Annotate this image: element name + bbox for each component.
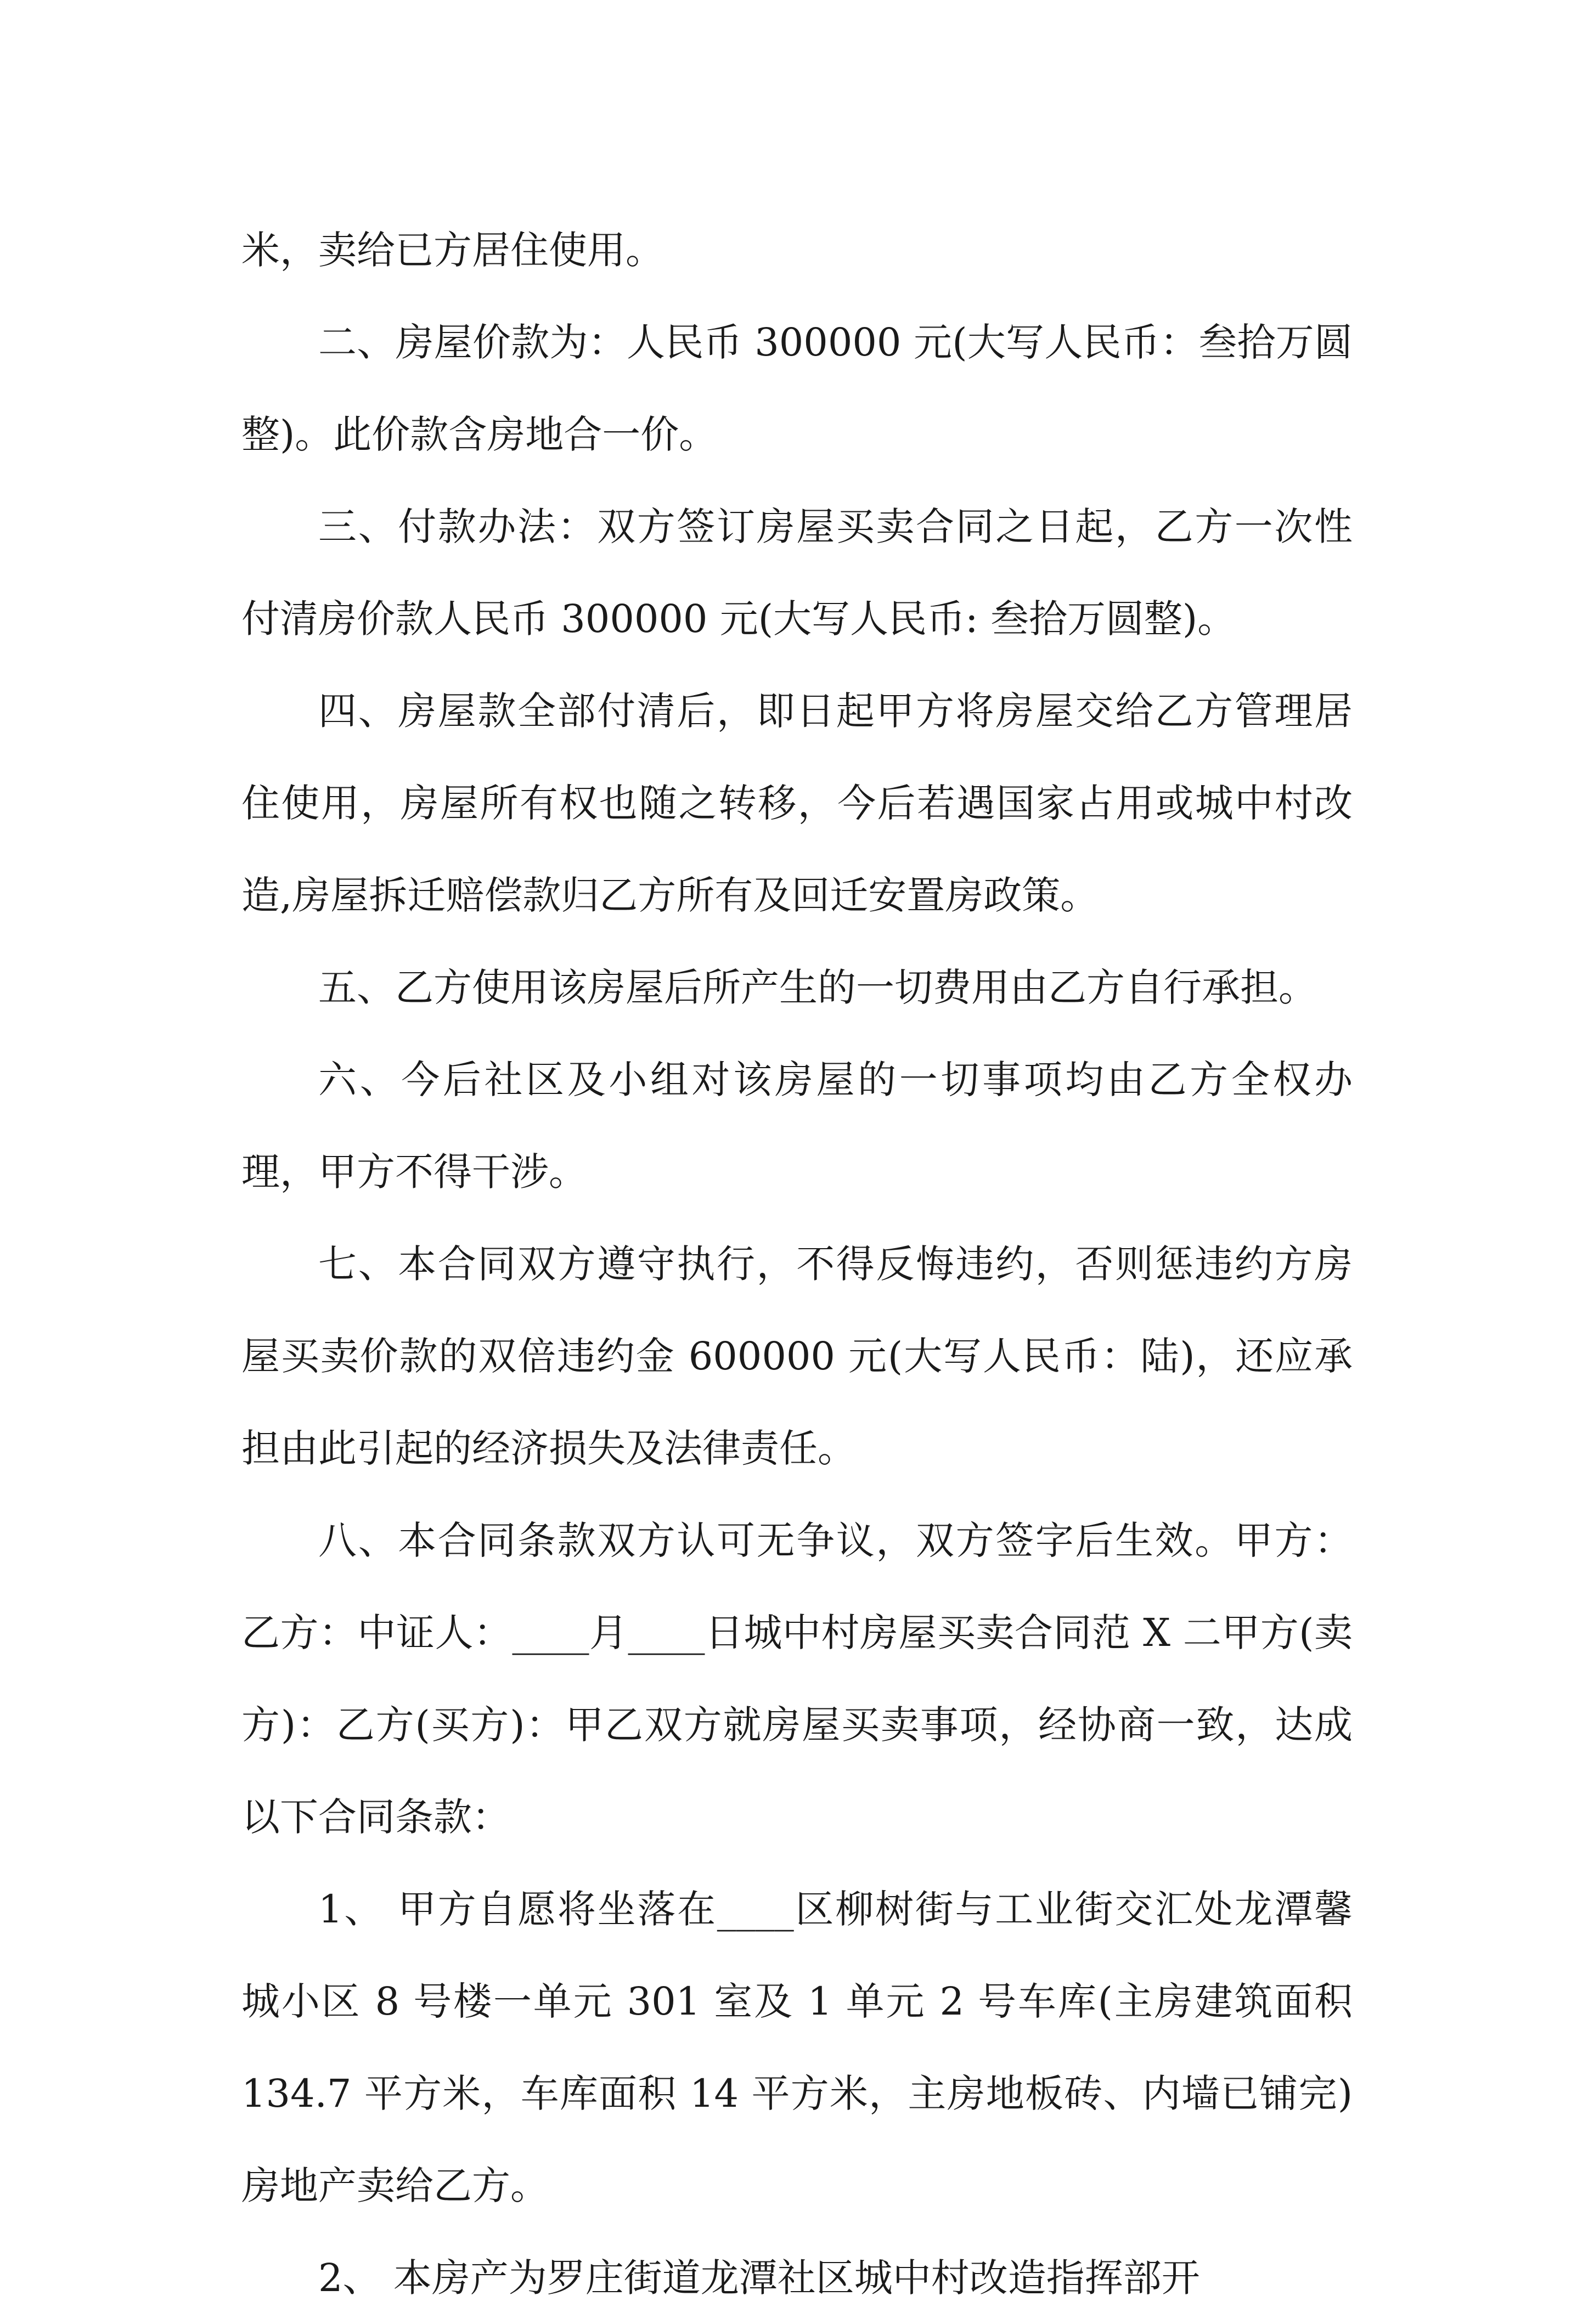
paragraph-continuation: 米，卖给已方居住使用。 (241, 228, 664, 273)
paragraph-clause-1: 1、 甲方自愿将坐落在____区柳树街与工业街交汇处龙潭馨城小区 8 号楼一单元 301 室及 1 单元 2 号车库(主房建筑面积 134.7 平方米，车库面积 14 平方米，主房地板砖、内墙已铺完)房地产卖给乙方。 (241, 1887, 1353, 2208)
paragraph-community: 六、今后社区及小组对该房屋的一切事项均由乙方全权办理，甲方不得干涉。 (241, 1057, 1353, 1194)
paragraph-payment: 三、付款办法：双方签订房屋买卖合同之日起，乙方一次性付清房价款人民币 300000 元(大写人民币: 叁拾万圆整)。 (241, 504, 1353, 641)
contract-body (241, 204, 1353, 2324)
paragraph-clause-2: 2、 本房产为罗庄街道龙潭社区城中村改造指挥部开 (318, 2255, 1200, 2300)
paragraph-price: 二、房屋价款为：人民币 300000 元(大写人民币：叁拾万圆整)。此价款含房地合一价。 (241, 320, 1353, 457)
paragraph-transfer: 四、房屋款全部付清后，即日起甲方将房屋交给乙方管理居住使用，房屋所有权也随之转移，今后若遇国家占用或城中村改造,房屋拆迁赔偿款归乙方所有及回迁安置房政策。 (241, 689, 1353, 918)
paragraph-fees: 五、乙方使用该房屋后所产生的一切费用由乙方自行承担。 (318, 965, 1317, 1010)
paragraph-breach: 七、本合同双方遵守执行，不得反悔违约，否则惩违约方房屋买卖价款的双倍违约金 600000 元(大写人民币：陆)，还应承担由此引起的经济损失及法律责任。 (241, 1242, 1353, 1471)
paragraph-effect: 八、本合同条款双方认可无争议，双方签字后生效。甲方：乙方：中证人：____月____日城中村房屋买卖合同范 X 二甲方(卖方)：乙方(买方)：甲乙双方就房屋买卖事项，经协商一致，达成以下合同条款： (241, 1518, 1353, 1840)
